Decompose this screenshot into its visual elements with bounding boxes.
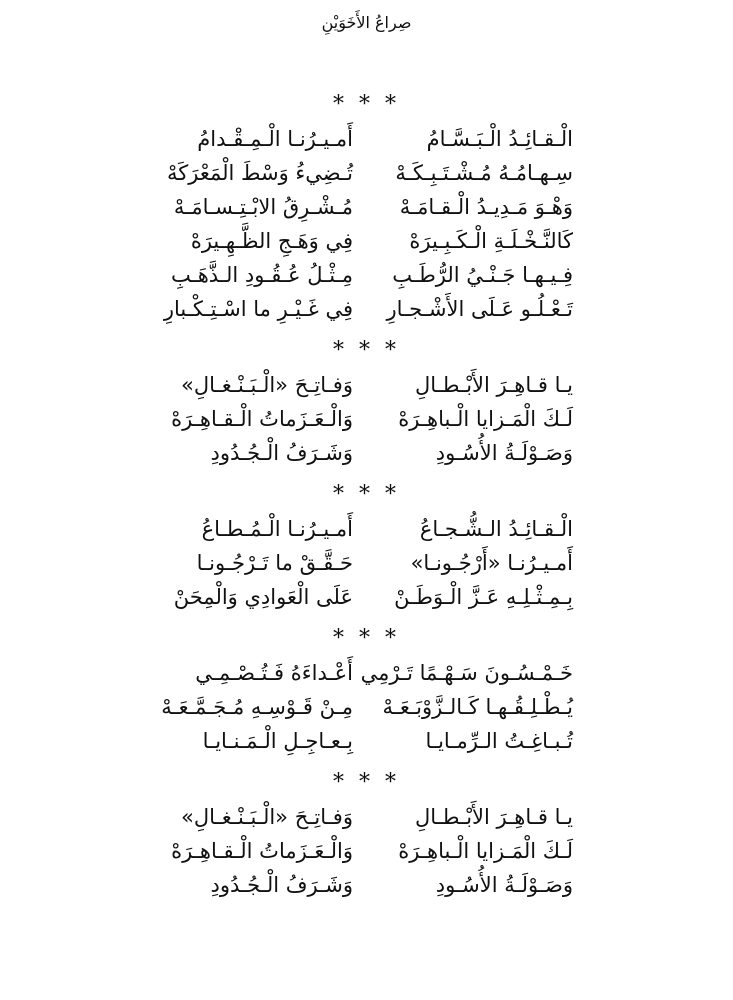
verse-second-hemistich: أَعْـداءَهُ فَـتُـصْـمِـي <box>195 661 353 685</box>
verse-second-hemistich: مِـنْ قَـوْسِـهِ مُـجَـمَّـعَـهْ <box>161 695 353 719</box>
stanza <box>0 656 733 758</box>
verse-second-hemistich: فِي غَـيْـرِ ما اسْـتِـكْـبارِ <box>163 297 353 321</box>
verse-line <box>0 656 733 690</box>
stanza-separator: * * * <box>333 770 400 795</box>
stanza <box>0 368 733 470</box>
stanza <box>0 512 733 614</box>
verse-line <box>0 580 733 614</box>
verse-line <box>0 122 733 156</box>
verse-first-hemistich: يُـطْـلِـقُـهـا كَـالـزَّوْبَـعَـهْ <box>382 695 573 719</box>
verse-second-hemistich: فِي وَهَـجِ الظَّـهِـيرَهْ <box>190 229 353 253</box>
stanza <box>0 122 733 326</box>
verse-first-hemistich: يـا قـاهِـرَ الأَبْـطـالِ <box>415 805 573 829</box>
verse-second-hemistich: وَفـاتِـحَ «الْـبَـنْـغـالِ» <box>181 373 353 397</box>
verse-first-hemistich: بِـمِـثْـلِـهِ عَـزَّ الْـوَطَـنْ <box>394 585 573 609</box>
verse-line <box>0 368 733 402</box>
verse-first-hemistich: وَهْـوَ مَـدِيـدُ الْـقـامَـهْ <box>399 195 573 219</box>
verse-first-hemistich: الْـقـائِـدُ الْـبَـسَّـامُ <box>426 127 573 151</box>
verse-first-hemistich: وَصَـوْلَـةُ الأُسُـودِ <box>435 441 573 465</box>
verse-second-hemistich: أَمـيـرُنـا الْـمُـطـاعُ <box>201 517 353 541</box>
verse-line <box>0 156 733 190</box>
stanza-separator: * * * <box>333 92 400 117</box>
verse-line <box>0 546 733 580</box>
verse-first-hemistich: تُـبـاغِـتُ الـرِّمـايـا <box>425 729 573 753</box>
verse-first-hemistich: تَـعْـلُـو عَـلَى الأَشْـجـارِ <box>386 297 573 321</box>
verse-second-hemistich: وَالْـعَـزَماتُ الْـقـاهِـرَهْ <box>171 839 353 863</box>
verse-second-hemistich: مِـثْـلُ عُـقُـودِ الـذَّهَـبِ <box>170 263 353 287</box>
stanza <box>0 800 733 902</box>
verse-line <box>0 834 733 868</box>
verse-line <box>0 724 733 758</box>
verse-first-hemistich: خَـمْـسُـونَ سَـهْـمًا تَـرْمِي <box>360 661 573 685</box>
verse-line <box>0 292 733 326</box>
verse-second-hemistich: عَلَى الْعَوادِي وَالْمِحَنْ <box>173 585 353 609</box>
poem-body <box>0 88 733 910</box>
verse-second-hemistich: مُـشْـرِقُ الابْـتِـسـامَـهْ <box>173 195 353 219</box>
stanza-separator: * * * <box>333 338 400 363</box>
verse-second-hemistich: بِـعـاجِـلِ الْـمَـنـايـا <box>202 729 353 753</box>
verse-line <box>0 258 733 292</box>
verse-line <box>0 224 733 258</box>
stanza-separator: * * * <box>333 482 400 507</box>
page-title: صِراعُ الأَخَوَيْنِ <box>321 13 412 32</box>
verse-second-hemistich: تُـضِيءُ وَسْطَ الْمَعْرَكَهْ <box>167 161 353 185</box>
verse-first-hemistich: الْـقـائِـدُ الـشُّـجـاعُ <box>419 517 573 541</box>
verse-second-hemistich: وَالْـعَـزَماتُ الْـقـاهِـرَهْ <box>171 407 353 431</box>
verse-first-hemistich: لَـكَ الْمَـزايا الْـباهِـرَهْ <box>398 839 573 863</box>
verse-line <box>0 436 733 470</box>
verse-first-hemistich: كَالنَّـخْـلَـةِ الْـكَـبِـيرَهْ <box>409 229 573 253</box>
verse-first-hemistich: وَصَـوْلَـةُ الأُسُـودِ <box>435 873 573 897</box>
verse-second-hemistich: حَـقَّـقْ ما تَـرْجُـونـا <box>196 551 353 575</box>
verse-first-hemistich: أَمـيـرُنـا «أَرْجُـونـا» <box>410 551 573 575</box>
verse-second-hemistich: وَفـاتِـحَ «الْـبَـنْـغـالِ» <box>181 805 353 829</box>
verse-line <box>0 402 733 436</box>
stanza-separator: * * * <box>333 626 400 651</box>
verse-first-hemistich: فِـيـهـا جَـنْـيُ الرُّطَـبِ <box>392 263 573 287</box>
verse-first-hemistich: يـا قـاهِـرَ الأَبْـطـالِ <box>415 373 573 397</box>
verse-second-hemistich: أَمـيـرُنـا الْـمِـقْـدامُ <box>197 127 353 151</box>
verse-line <box>0 800 733 834</box>
verse-line <box>0 190 733 224</box>
verse-second-hemistich: وَشَـرَفُ الْـجُـدُودِ <box>210 873 353 897</box>
verse-second-hemistich: وَشَـرَفُ الْـجُـدُودِ <box>210 441 353 465</box>
verse-line <box>0 512 733 546</box>
verse-first-hemistich: لَـكَ الْمَـزايا الْـباهِـرَهْ <box>398 407 573 431</box>
verse-line <box>0 690 733 724</box>
verse-line <box>0 868 733 902</box>
verse-first-hemistich: سِـهـامُـهُ مُـشْـتَـبِـكَـهْ <box>395 161 573 185</box>
